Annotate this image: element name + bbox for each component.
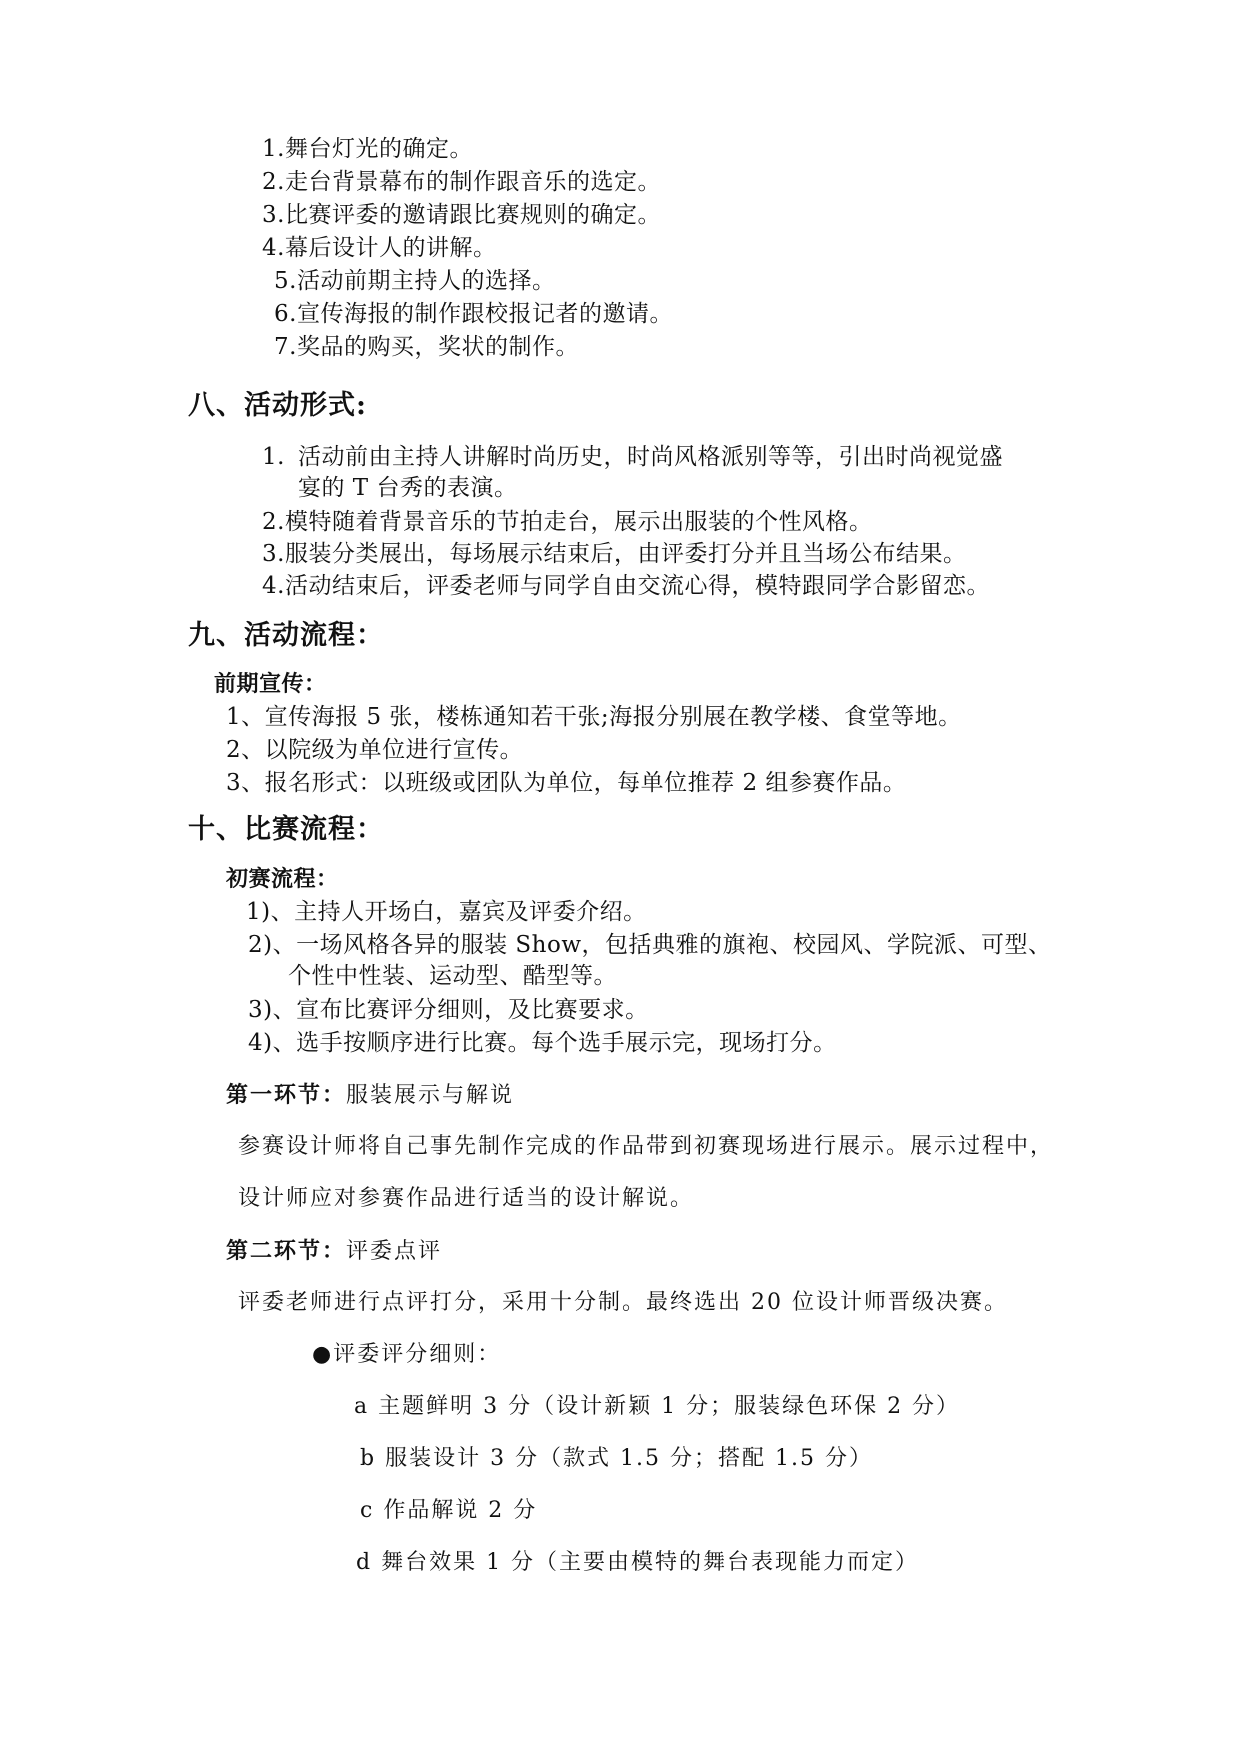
- section-9-item-1: 1、宣传海报 5 张，楼栋通知若干张;海报分别展在教学楼、食堂等地。: [226, 704, 962, 730]
- stage-1-paragraph-line-2: 设计师应对参赛作品进行适当的设计解说。: [238, 1186, 695, 1211]
- prep-item-4: 4.幕后设计人的讲解。: [262, 235, 497, 261]
- section-10-subheading: 初赛流程：: [226, 866, 339, 892]
- section-8-item-4: 4.活动结束后，评委老师与同学自由交流心得，模特跟同学合影留恋。: [262, 573, 990, 599]
- stage-2-text: 评委点评: [346, 1239, 443, 1264]
- section-8-item-1-line-2: 宴的 T 台秀的表演。: [298, 475, 518, 501]
- prep-item-6: 6.宣传海报的制作跟校报记者的邀请。: [274, 301, 673, 327]
- section-10-item-1: 1)、主持人开场白，嘉宾及评委介绍。: [246, 899, 647, 925]
- section-9-heading: 九、活动流程：: [188, 620, 384, 651]
- prep-item-1: 1.舞台灯光的确定。: [262, 136, 473, 162]
- criteria-item-d: d 舞台效果 1 分（主要由模特的舞台表现能力而定）: [356, 1550, 920, 1575]
- section-10-item-4: 4)、选手按顺序进行比赛。每个选手展示完，现场打分。: [248, 1030, 837, 1056]
- prep-item-2: 2.走台背景幕布的制作跟音乐的选定。: [262, 169, 661, 195]
- stage-1-text: 服装展示与解说: [346, 1083, 515, 1108]
- section-8-item-1-line-1: 活动前由主持人讲解时尚历史，时尚风格派别等等，引出时尚视觉盛: [298, 444, 1003, 470]
- section-9-item-3: 3、报名形式：以班级或团队为单位，每单位推荐 2 组参赛作品。: [226, 770, 907, 796]
- section-8-item-1-number: 1.: [262, 444, 285, 470]
- section-8-item-2: 2.模特随着背景音乐的节拍走台，展示出服装的个性风格。: [262, 509, 873, 535]
- stage-2-label: 第二环节：: [226, 1238, 347, 1264]
- criteria-heading: ●评委评分细则：: [312, 1342, 502, 1367]
- stage-2-paragraph: 评委老师进行点评打分，采用十分制。最终选出 20 位设计师晋级决赛。: [238, 1290, 1008, 1315]
- stage-1-label: 第一环节：: [226, 1082, 347, 1108]
- prep-item-5: 5.活动前期主持人的选择。: [274, 268, 556, 294]
- criteria-item-b: b 服装设计 3 分（款式 1.5 分；搭配 1.5 分）: [360, 1446, 874, 1471]
- section-8-heading: 八、活动形式:: [188, 390, 367, 421]
- section-9-item-2: 2、以院级为单位进行宣传。: [226, 737, 524, 763]
- section-9-subheading: 前期宣传：: [214, 671, 327, 697]
- section-10-item-2-line-1: 2)、一场风格各异的服装 Show，包括典雅的旗袍、校园风、学院派、可型、: [248, 932, 1052, 958]
- stage-1-heading: [226, 1080, 514, 1111]
- section-8-item-3: 3.服装分类展出，每场展示结束后，由评委打分并且当场公布结果。: [262, 541, 967, 567]
- criteria-item-c: c 作品解说 2 分: [360, 1498, 538, 1523]
- stage-1-paragraph-line-1: 参赛设计师将自己事先制作完成的作品带到初赛现场进行展示。展示过程中，: [238, 1134, 1055, 1159]
- prep-item-3: 3.比赛评委的邀请跟比赛规则的确定。: [262, 202, 661, 228]
- stage-2-heading: [226, 1236, 442, 1267]
- prep-item-7: 7.奖品的购买，奖状的制作。: [274, 334, 579, 360]
- section-10-item-3: 3)、宣布比赛评分细则，及比赛要求。: [248, 997, 649, 1023]
- section-10-heading: 十、比赛流程：: [188, 814, 384, 845]
- section-10-item-2-line-2: 个性中性装、运动型、酷型等。: [288, 963, 617, 989]
- criteria-item-a: a 主题鲜明 3 分（设计新颖 1 分；服装绿色环保 2 分）: [354, 1394, 961, 1419]
